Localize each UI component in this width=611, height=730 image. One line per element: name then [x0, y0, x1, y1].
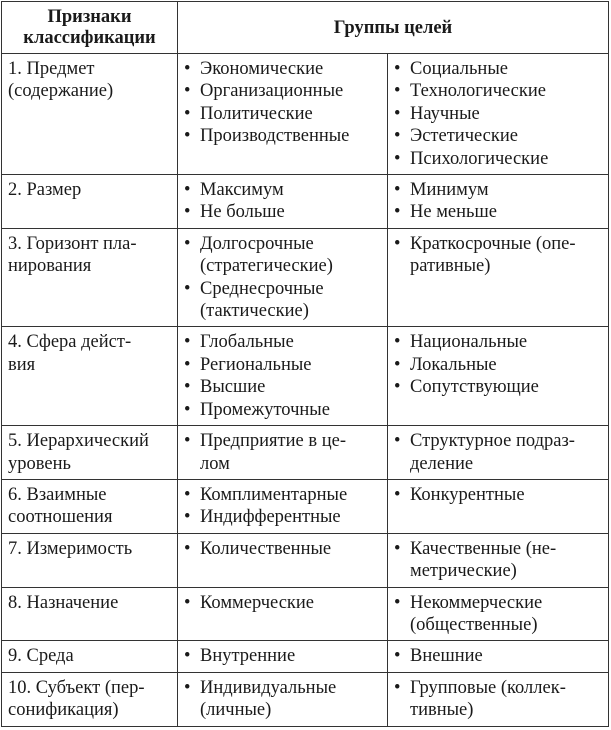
goals-classification-table	[1, 1, 609, 727]
goal-list	[394, 179, 608, 224]
goal-item-text: Промежуточные	[200, 399, 330, 420]
bullet-icon: •	[394, 484, 401, 505]
bullet-icon: •	[184, 399, 191, 420]
bullet-icon: •	[394, 646, 401, 667]
goal-item-text: Организационные	[200, 81, 344, 102]
bullet-icon: •	[184, 126, 191, 147]
goal-group-cell-left	[178, 228, 388, 327]
bullet-icon: •	[394, 103, 401, 124]
goal-item-text: Локальные	[410, 354, 497, 375]
goal-item-text: Высшие	[200, 377, 266, 398]
goal-group-cell-right	[388, 641, 609, 672]
goal-item-text: Сопутствующие	[410, 377, 539, 398]
goal-item-text: Эстетические	[410, 126, 518, 147]
classification-feature-label: 10. Субъект (пер- сонификация)	[8, 677, 145, 721]
classification-feature-cell	[2, 587, 178, 641]
classification-feature-label: 4. Сфера дейст- вия	[8, 332, 132, 375]
goal-group-cell-left	[178, 587, 388, 641]
goal-list	[394, 430, 608, 475]
goal-group-cell-right	[388, 533, 609, 587]
goal-group-cell-left	[178, 479, 388, 533]
goal-group-cell-right	[388, 672, 609, 726]
table-row	[2, 426, 609, 480]
goal-list	[184, 592, 387, 614]
header-row	[2, 2, 609, 54]
list-item	[184, 233, 387, 278]
goal-item-text: Конкурентные	[410, 484, 525, 505]
bullet-icon: •	[184, 202, 191, 223]
bullet-icon: •	[184, 484, 191, 505]
bullet-icon: •	[184, 431, 191, 452]
list-item	[184, 201, 387, 223]
goal-group-cell-left	[178, 54, 388, 175]
list-item	[184, 331, 387, 353]
goal-list	[184, 58, 387, 148]
list-item	[394, 592, 608, 637]
classification-feature-cell	[2, 672, 178, 726]
classification-feature-label: 6. Взаимные соотношения	[8, 484, 113, 528]
goal-item-text: Групповые (коллек- тивные)	[410, 677, 566, 721]
goal-group-cell-left	[178, 672, 388, 726]
goal-group-cell-right	[388, 175, 609, 229]
goal-item-text: Не меньше	[410, 202, 497, 223]
list-item	[184, 354, 387, 376]
goal-item-text: Глобальные	[200, 332, 294, 353]
bullet-icon: •	[184, 592, 191, 613]
bullet-icon: •	[394, 592, 401, 613]
list-item	[394, 430, 608, 475]
bullet-icon: •	[394, 81, 401, 102]
goal-list	[184, 645, 387, 667]
bullet-icon: •	[184, 507, 191, 528]
list-item	[184, 677, 387, 722]
classification-feature-label: 5. Иерархический уровень	[8, 431, 149, 474]
goal-list	[184, 233, 387, 323]
goal-item-text: Региональные	[200, 354, 312, 375]
goal-item-text: Максимум	[200, 180, 284, 201]
classification-feature-cell	[2, 54, 178, 175]
goal-list	[394, 484, 608, 506]
bullet-icon: •	[184, 180, 191, 201]
bullet-icon: •	[394, 354, 401, 375]
list-item	[394, 677, 608, 722]
goal-list	[394, 58, 608, 170]
classification-feature-label: 2. Размер	[8, 180, 82, 201]
list-item	[394, 233, 608, 278]
table-row	[2, 327, 609, 426]
classification-feature-cell	[2, 641, 178, 672]
bullet-icon: •	[184, 81, 191, 102]
classification-feature-cell	[2, 228, 178, 327]
list-item	[394, 201, 608, 223]
list-item	[184, 278, 387, 323]
goal-list	[394, 592, 608, 637]
table-row	[2, 641, 609, 672]
bullet-icon: •	[394, 377, 401, 398]
list-item	[184, 179, 387, 201]
goal-group-cell-right	[388, 327, 609, 426]
bullet-icon: •	[184, 233, 191, 254]
list-item	[394, 645, 608, 667]
goal-item-text: Минимум	[410, 180, 489, 201]
bullet-icon: •	[394, 677, 401, 698]
goal-list	[184, 538, 387, 560]
list-item	[394, 331, 608, 353]
goal-group-cell-left	[178, 327, 388, 426]
bullet-icon: •	[394, 148, 401, 169]
goal-item-text: Производственные	[200, 126, 350, 147]
list-item	[394, 80, 608, 102]
list-item	[184, 125, 387, 147]
bullet-icon: •	[184, 354, 191, 375]
classification-feature-cell	[2, 426, 178, 480]
goal-item-text: Индифферентные	[200, 507, 341, 528]
bullet-icon: •	[184, 332, 191, 353]
goal-group-cell-right	[388, 54, 609, 175]
list-item	[394, 179, 608, 201]
list-item	[394, 58, 608, 80]
bullet-icon: •	[184, 677, 191, 698]
classification-feature-label: 9. Среда	[8, 646, 74, 667]
list-item	[184, 484, 387, 506]
list-item	[394, 103, 608, 125]
goal-item-text: Не больше	[200, 202, 285, 223]
classification-feature-cell	[2, 533, 178, 587]
header-goal-groups: Группы целей	[178, 2, 609, 54]
goal-item-text: Комплиментарные	[200, 484, 348, 505]
table-row	[2, 479, 609, 533]
goal-item-text: Количественные	[200, 538, 332, 559]
goal-item-text: Внутренние	[200, 646, 296, 667]
table-row	[2, 175, 609, 229]
classification-feature-cell	[2, 479, 178, 533]
classification-feature-label: 7. Измеримость	[8, 538, 133, 559]
goal-list	[394, 677, 608, 722]
goal-item-text: Краткосрочные (опе- ративные)	[410, 233, 576, 277]
goal-group-cell-right	[388, 426, 609, 480]
goal-list	[184, 484, 387, 529]
goal-list	[394, 645, 608, 667]
classification-feature-label: 8. Назначение	[8, 592, 119, 613]
list-item	[394, 148, 608, 170]
bullet-icon: •	[394, 233, 401, 254]
bullet-icon: •	[394, 431, 401, 452]
list-item	[394, 354, 608, 376]
goal-item-text: Научные	[410, 103, 480, 124]
list-item	[184, 103, 387, 125]
goal-group-cell-left	[178, 175, 388, 229]
goal-item-text: Социальные	[410, 59, 508, 79]
list-item	[394, 125, 608, 147]
list-item	[184, 376, 387, 398]
bullet-icon: •	[184, 59, 191, 79]
list-item	[394, 538, 608, 583]
goal-item-text: Некоммерческие (общественные)	[410, 592, 543, 635]
goal-item-text: Среднесрочные (тактические)	[200, 278, 324, 322]
list-item	[184, 399, 387, 421]
bullet-icon: •	[394, 332, 401, 353]
goal-item-text: Качественные (не- метрические)	[410, 538, 557, 582]
classification-feature-label: 1. Предмет (содержание)	[8, 59, 114, 102]
goal-group-cell-right	[388, 228, 609, 327]
list-item	[184, 538, 387, 560]
goal-item-text: Политические	[200, 103, 313, 124]
goal-group-cell-right	[388, 479, 609, 533]
bullet-icon: •	[184, 103, 191, 124]
list-item	[394, 376, 608, 398]
table-row	[2, 228, 609, 327]
goal-item-text: Технологические	[410, 81, 546, 102]
classification-feature-cell	[2, 175, 178, 229]
goal-list	[184, 677, 387, 722]
goal-item-text: Предприятие в це- лом	[200, 431, 347, 474]
table-row	[2, 672, 609, 726]
list-item	[184, 506, 387, 528]
bullet-icon: •	[184, 278, 191, 299]
bullet-icon: •	[394, 126, 401, 147]
goal-list	[184, 331, 387, 421]
classification-feature-cell	[2, 327, 178, 426]
list-item	[184, 645, 387, 667]
table-row	[2, 54, 609, 175]
goal-list	[394, 538, 608, 583]
bullet-icon: •	[394, 59, 401, 79]
goal-item-text: Долгосрочные (стратегические)	[200, 233, 333, 277]
goal-item-text: Структурное подраз- деление	[410, 431, 575, 474]
goal-list	[184, 430, 387, 475]
header-classification-features: Признаки классификации	[2, 2, 178, 54]
goal-list	[394, 331, 608, 398]
table-row	[2, 533, 609, 587]
list-item	[184, 80, 387, 102]
goal-group-cell-right	[388, 587, 609, 641]
list-item	[184, 430, 387, 475]
goal-item-text: Психологические	[410, 148, 549, 169]
bullet-icon: •	[184, 646, 191, 667]
list-item	[394, 484, 608, 506]
bullet-icon: •	[394, 538, 401, 559]
goal-group-cell-left	[178, 426, 388, 480]
goal-item-text: Коммерческие	[200, 592, 315, 613]
bullet-icon: •	[184, 377, 191, 398]
bullet-icon: •	[394, 180, 401, 201]
table-row	[2, 587, 609, 641]
goal-item-text: Национальные	[410, 332, 528, 353]
list-item	[184, 592, 387, 614]
goal-list	[394, 233, 608, 278]
goal-item-text: Экономические	[200, 59, 324, 79]
goal-group-cell-left	[178, 533, 388, 587]
bullet-icon: •	[394, 202, 401, 223]
classification-feature-label: 3. Горизонт пла- нирования	[8, 233, 137, 277]
goal-item-text: Индивидуальные (личные)	[200, 677, 337, 721]
list-item	[184, 58, 387, 80]
bullet-icon: •	[184, 538, 191, 559]
goal-group-cell-left	[178, 641, 388, 672]
goal-item-text: Внешние	[410, 646, 483, 667]
goal-list	[184, 179, 387, 224]
